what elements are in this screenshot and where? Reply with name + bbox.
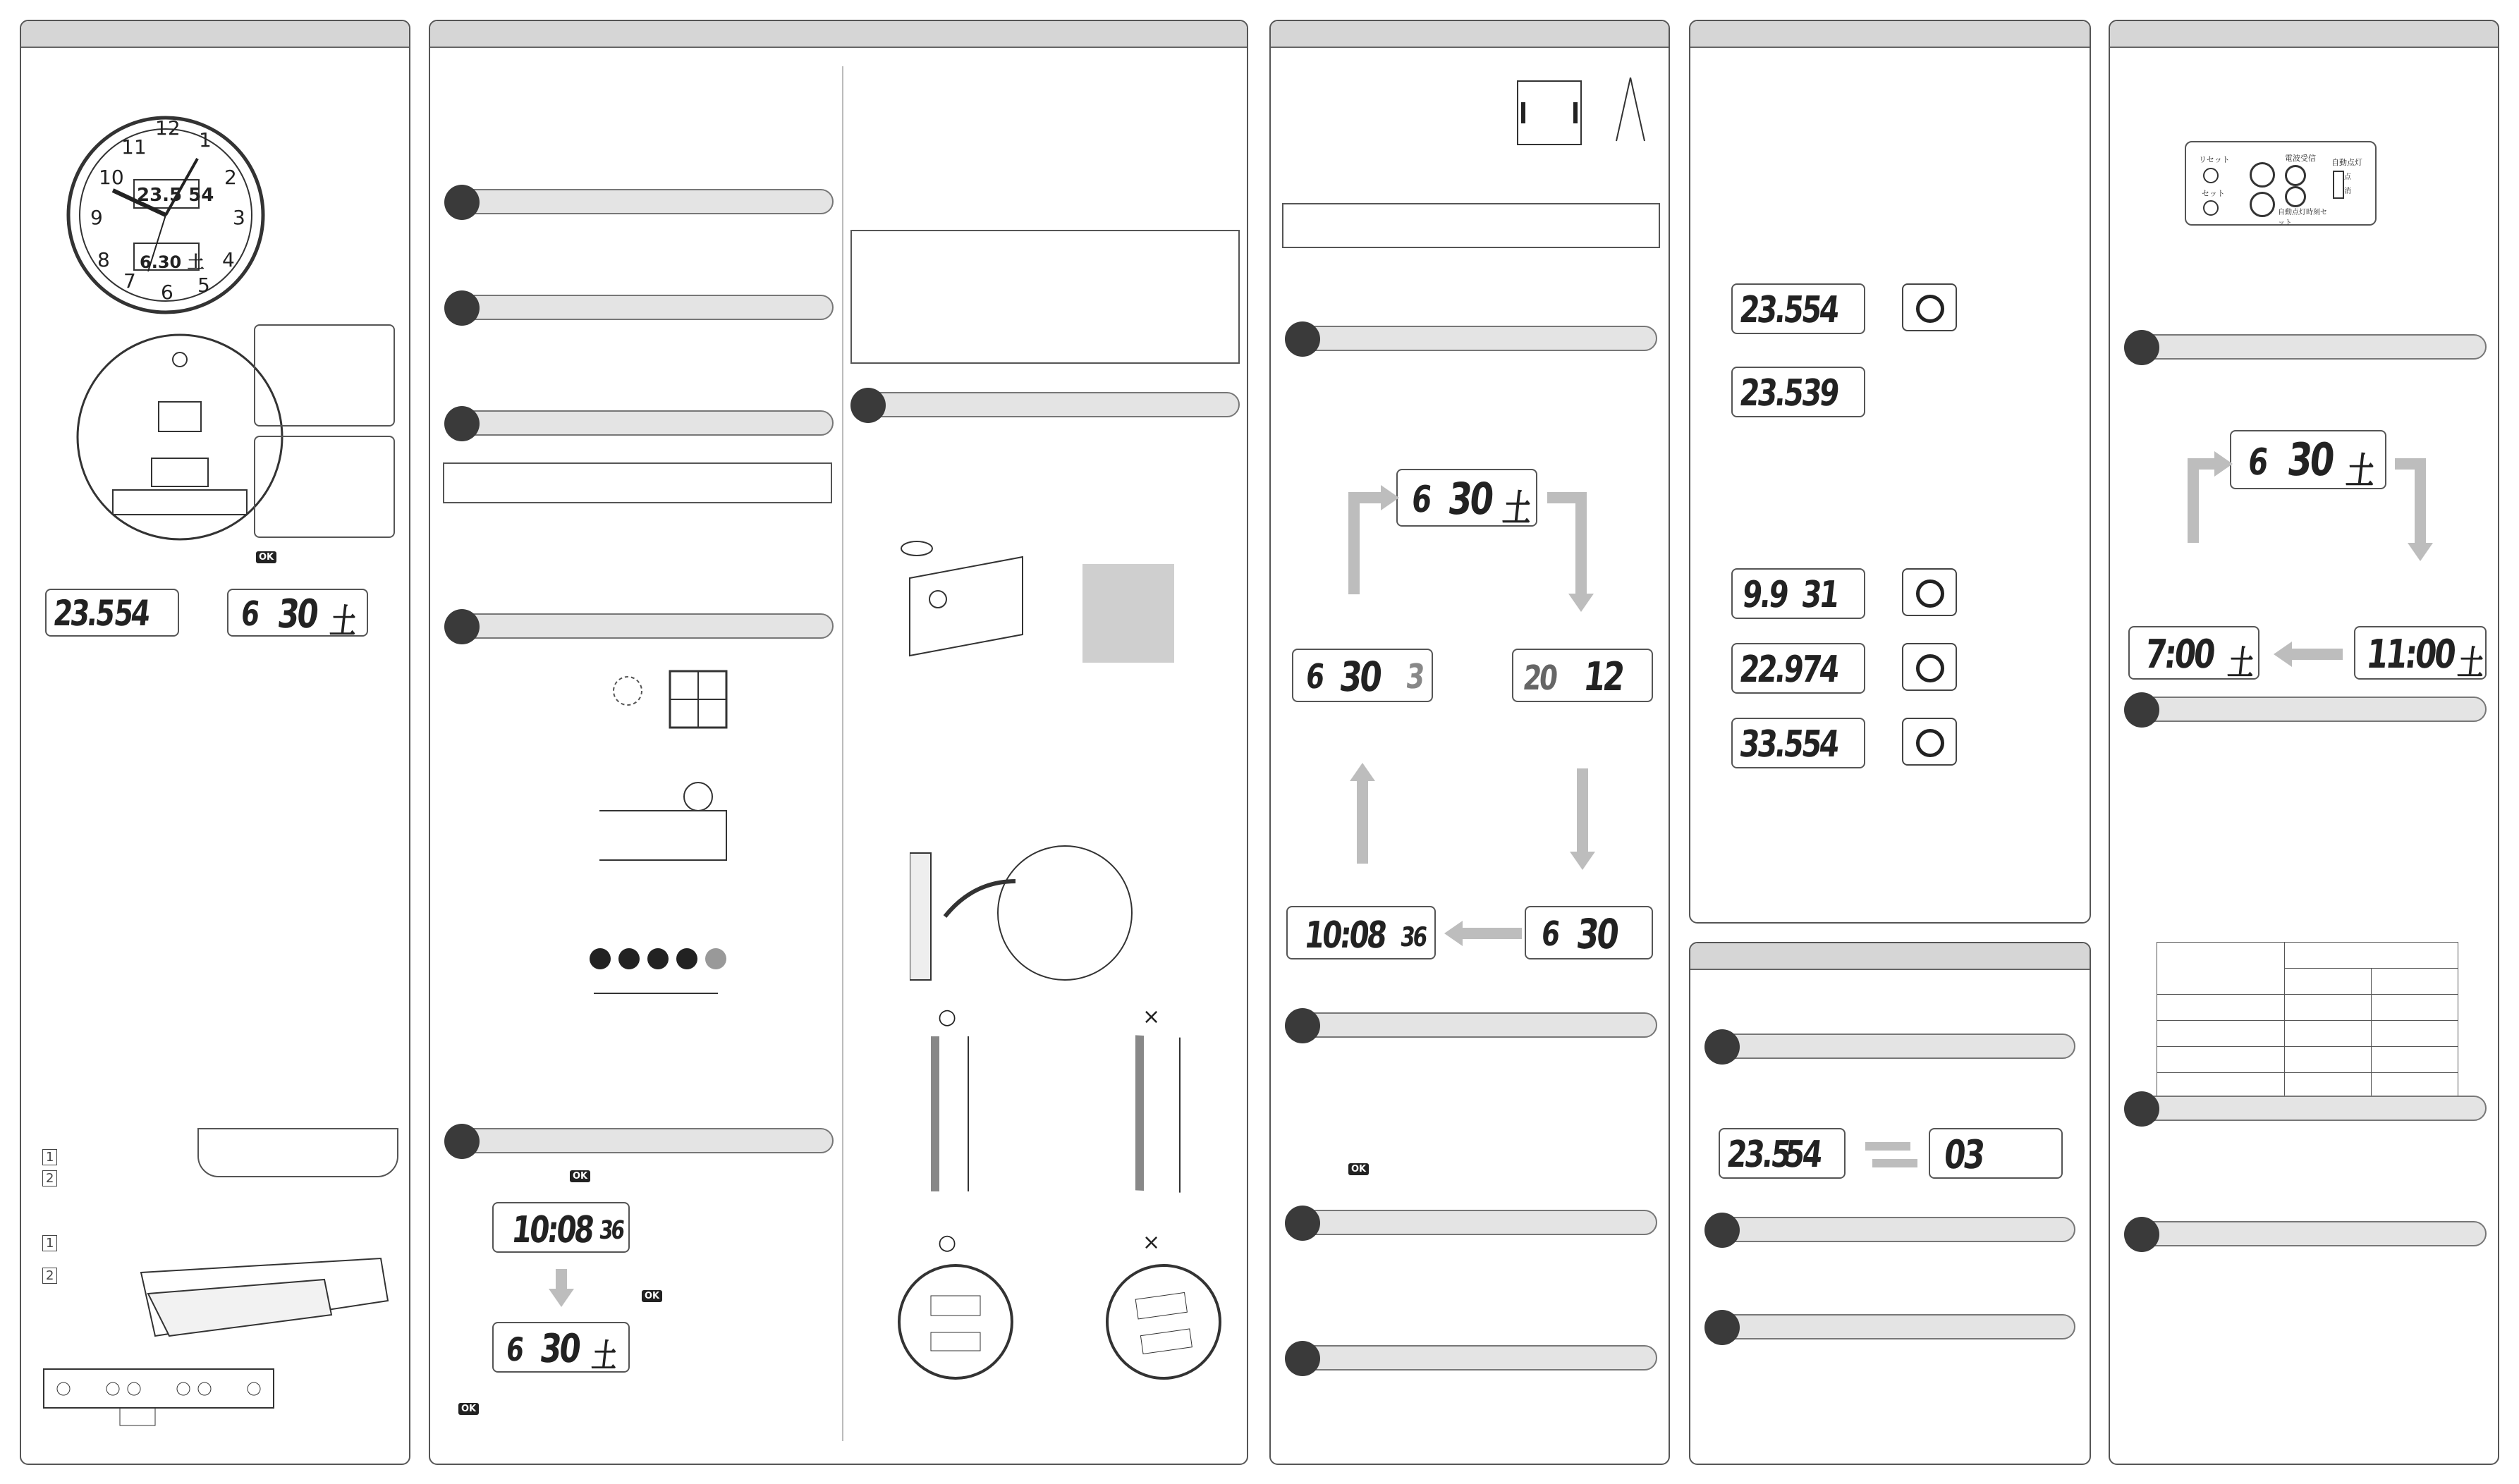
lcd-alarm-1: [2128, 626, 2259, 683]
clock-number-10: 10: [99, 166, 124, 189]
lcd-comfort-normal: [1731, 283, 1865, 334]
section-bar-2-5: [446, 1128, 834, 1153]
lcd-temp-value: 23.5: [51, 593, 115, 634]
spec-table: [2157, 942, 2458, 1099]
table-row: [2157, 943, 2458, 969]
auto-light-timer-label: 自動点灯時刻セット: [2278, 209, 2327, 227]
lcd-date-example: [227, 589, 368, 642]
lcd-humidity-value: 54: [111, 593, 151, 634]
section-bar-5-1: [1706, 1034, 2075, 1059]
lcd-comfort-hot: [1731, 718, 1865, 768]
section-bar-2-1: [446, 189, 834, 214]
table-row: [2157, 1047, 2458, 1073]
radio-receive-label: 電波受信: [2285, 154, 2316, 163]
lcd-date-month: 6: [238, 594, 260, 634]
battery-compartment-illustration: [127, 1251, 395, 1350]
auto-light-timer-button[interactable]: [2285, 186, 2306, 207]
button-panel-diagram: [2185, 141, 2377, 226]
ok-badge-5: OK: [1348, 1163, 1369, 1175]
lcd-temp-humidity-example: [45, 589, 179, 637]
alarm-arrow-tl-v: [2188, 458, 2199, 543]
wall-tilted-illustration: [1135, 1035, 1181, 1192]
panel-6: [2109, 20, 2499, 1465]
clock-number-4: 4: [222, 248, 235, 271]
alarm-arrow-tr-v: [2415, 458, 2426, 543]
set-button-label: セット: [2202, 189, 2225, 198]
lcd-cycle-time-value: 10:08: [1302, 914, 1387, 957]
step-label-1a: 1: [42, 1149, 57, 1165]
cycle-arrow-right-down-shaft: [1577, 768, 1588, 853]
swap-arrow-bottom: [1872, 1159, 1917, 1167]
battery-cover-illustration: [197, 1128, 398, 1177]
arrow-down-head: [549, 1289, 574, 1307]
lcd-alarm-date: [2230, 430, 2386, 493]
clock-level-good: [896, 1262, 1015, 1382]
comfort-icon-hot: [1902, 718, 1957, 766]
step-label-1b: 1: [42, 1235, 57, 1251]
wall-hang-illustration: [910, 839, 1135, 987]
lcd-comfort-humid-temp: 22.9: [1737, 649, 1804, 691]
section-bar-5-2: [1706, 1217, 2075, 1242]
lcd-alarm-1-time: 7:00: [2142, 632, 2216, 677]
lcd-date2-month: 6: [504, 1330, 524, 1368]
section-bar-2-2: [446, 295, 834, 320]
panel-3-header: [1271, 21, 1669, 48]
section-bar-2-4: [446, 613, 834, 639]
cycle-arrow-left-up-shaft: [1357, 779, 1368, 864]
clock-number-3: 3: [233, 206, 245, 229]
section-bar-3-3: [1286, 1210, 1657, 1235]
notice-box-3-1: [1282, 203, 1660, 248]
lcd-comfort-humid-hum: 74: [1799, 649, 1840, 691]
panel-1-header: [21, 21, 409, 48]
clock-number-6: 6: [161, 281, 173, 304]
bad-mark-2: ×: [1142, 1230, 1161, 1255]
section-bar-3-2: [1286, 1012, 1657, 1038]
section-bar-6-3: [2125, 1096, 2487, 1121]
swap-arrow-top: [1865, 1142, 1910, 1151]
clock-number-8: 8: [97, 248, 110, 271]
back-switch-callout-1: [254, 324, 395, 427]
section-bar-6-4: [2125, 1221, 2487, 1246]
antenna-orientation-diagram: [1504, 63, 1659, 169]
lcd-year-prefix: 20: [1520, 658, 1558, 698]
notice-box-2-2: [850, 230, 1240, 364]
lcd-flash-day: 30: [1337, 653, 1383, 701]
lcd-cycle-date-flash: [1292, 649, 1433, 702]
auto-light-switch[interactable]: [2333, 171, 2344, 199]
lcd-comfort-alt-hum: 39: [1799, 372, 1840, 415]
ok-badge-3: OK: [642, 1290, 662, 1302]
lcd-alarm-date-day: 30: [2284, 434, 2336, 486]
ok-badge-4: OK: [458, 1403, 479, 1415]
alarm-arrow-tl-head: [2214, 451, 2233, 477]
panel-1: [20, 20, 410, 1465]
section-bar-3-4: [1286, 1345, 1657, 1370]
wall-screw-illustration: [1082, 564, 1174, 663]
reset-button-label: リセット: [2199, 155, 2230, 164]
ok-badge: OK: [256, 551, 276, 563]
lcd-comfort-dry: [1731, 568, 1865, 619]
lcd-cycle-time: [1286, 906, 1436, 959]
cycle-arrow-bottom-shaft: [1461, 928, 1522, 939]
set-button[interactable]: [2203, 200, 2219, 216]
lcd-flash-month: 6: [1303, 657, 1325, 697]
battery-tray-illustration: [42, 1368, 275, 1431]
lcd-comfort-normal-hum: 54: [1799, 289, 1840, 331]
lcd-day-day: 30: [1574, 910, 1620, 958]
step-label-2b: 2: [42, 1268, 57, 1284]
lcd-alarm-date-weekday: 土: [2344, 450, 2376, 493]
lcd-comfort-humid: [1731, 643, 1865, 694]
clock-lcd-bottom-text: 6.30 土: [140, 252, 205, 272]
panel-2-header: [430, 21, 1247, 48]
lcd-alarm-2: [2354, 626, 2487, 683]
lcd-date2-day: 30: [537, 1326, 582, 1372]
lcd-flash-weekday: 3: [1403, 657, 1425, 697]
clock-number-12: 12: [155, 116, 181, 140]
cycle-arrow-top-left-v: [1348, 492, 1360, 594]
panel-4-header: [1690, 21, 2090, 48]
section-bar-2-6: [852, 392, 1240, 417]
panel-5: [1689, 942, 2091, 1465]
lcd-code-temp-value: 23.5: [1724, 1134, 1791, 1176]
alarm-arrow-tr-head: [2408, 543, 2433, 561]
minus-button[interactable]: [2250, 192, 2275, 217]
lcd-alarm-1-weekday: 土: [2226, 644, 2255, 683]
lcd-code: [1929, 1128, 2063, 1179]
clock-level-bad: [1096, 1254, 1231, 1390]
lcd-comfort-alt: [1731, 367, 1865, 417]
lcd-alarm-2-time: 11:00: [2364, 632, 2457, 677]
lcd-cycle-year: [1512, 649, 1653, 702]
lcd-date-example-2: [492, 1322, 630, 1373]
placement-window-illustration: [599, 670, 762, 895]
panel-3: [1269, 20, 1670, 1465]
clock-number-7: 7: [123, 269, 136, 293]
plus-button[interactable]: [2250, 162, 2275, 188]
table-row: [2157, 1073, 2458, 1099]
signal-range-arrow: [594, 993, 718, 994]
lcd-comfort-normal-temp: 23.5: [1737, 289, 1804, 331]
section-bar-2-3: [446, 410, 834, 436]
section-bar-6-1: [2125, 334, 2487, 360]
panel-6-header: [2110, 21, 2498, 48]
table-row: [2157, 995, 2458, 1021]
light-off-label: 消: [2344, 188, 2351, 195]
cycle-arrow-top-right-v: [1575, 492, 1587, 594]
table-row: [2157, 1021, 2458, 1047]
lcd-cycle-date-month: 6: [1409, 479, 1432, 521]
lcd-date2-weekday: 土: [590, 1337, 618, 1375]
section-bar-3-1: [1286, 326, 1657, 351]
alarm-arrow-bottom-shaft: [2291, 649, 2343, 660]
lcd-time-seconds: 36: [597, 1216, 625, 1245]
lcd-comfort-hot-temp: 33.5: [1737, 723, 1804, 766]
light-on-label: 点: [2344, 173, 2351, 181]
reset-button[interactable]: [2203, 168, 2219, 183]
good-mark-1: ○: [938, 1005, 957, 1029]
panel-4: [1689, 20, 2091, 924]
radio-receive-button[interactable]: [2285, 165, 2306, 186]
section-bar-6-2: [2125, 697, 2487, 722]
panel-5-header: [1690, 943, 2090, 970]
ceiling-light-illustration: [889, 529, 1030, 663]
lcd-date-day: 30: [275, 591, 319, 637]
lcd-time-example: [492, 1202, 630, 1253]
lcd-code-value: 03: [1941, 1132, 1986, 1178]
lcd-cycle-day: [1525, 906, 1653, 959]
lcd-comfort-dry-hum: 31: [1799, 574, 1840, 616]
lcd-date-weekday: 土: [328, 602, 357, 642]
bad-mark-1: ×: [1142, 1005, 1161, 1029]
clock-number-2: 2: [224, 166, 237, 189]
auto-light-label: 自動点灯: [2331, 158, 2362, 167]
column-divider: [842, 66, 843, 1441]
notice-box-2-1: [443, 462, 832, 503]
lcd-comfort-dry-temp: 9.9: [1740, 574, 1789, 616]
lcd-cycle-time-seconds: 36: [1398, 921, 1427, 952]
lcd-cycle-date-weekday: 土: [1501, 488, 1532, 530]
good-mark-2: ○: [938, 1230, 957, 1255]
clock-number-11: 11: [121, 135, 147, 159]
lcd-code-hum-value: 54: [1782, 1134, 1823, 1176]
comfort-icon-dry: [1902, 568, 1957, 616]
lcd-year-suffix: 12: [1581, 654, 1626, 700]
comfort-icon-normal: [1902, 283, 1957, 331]
clock-number-9: 9: [90, 206, 103, 229]
clock-number-1: 1: [199, 128, 212, 152]
clock-lcd-top-text: 23.5 54: [137, 185, 214, 206]
panel-2: [429, 20, 1248, 1465]
section-bar-5-3: [1706, 1314, 2075, 1339]
lcd-alarm-2-weekday: 土: [2456, 644, 2484, 683]
cycle-arrow-top-right-head: [1568, 594, 1594, 612]
cycle-arrow-top-left-head: [1381, 485, 1399, 510]
clock-number-5: 5: [197, 274, 210, 297]
wall-flush-illustration: [931, 1036, 969, 1191]
lcd-comfort-hot-hum: 54: [1799, 723, 1840, 766]
step-label-2a: 2: [42, 1170, 57, 1186]
signal-strength-dots: [590, 948, 726, 972]
lcd-comfort-alt-temp: 23.5: [1737, 372, 1804, 415]
lcd-cycle-date-day: 30: [1445, 473, 1495, 525]
arrow-down-shaft: [556, 1269, 567, 1289]
lcd-time-value: 10:08: [509, 1209, 594, 1251]
lcd-code-temp: [1719, 1128, 1846, 1179]
back-switch-callout-2: [254, 436, 395, 538]
cycle-arrow-left-up-head: [1350, 763, 1375, 781]
lcd-cycle-date: [1396, 469, 1537, 530]
comfort-icon-humid: [1902, 643, 1957, 691]
ok-badge-2: OK: [570, 1170, 590, 1182]
cycle-arrow-right-down-head: [1570, 852, 1595, 870]
lcd-alarm-date-month: 6: [2245, 441, 2269, 484]
lcd-day-month: 6: [1539, 914, 1561, 954]
alarm-arrow-bottom-head: [2274, 642, 2292, 667]
cycle-arrow-bottom-head: [1444, 921, 1463, 946]
